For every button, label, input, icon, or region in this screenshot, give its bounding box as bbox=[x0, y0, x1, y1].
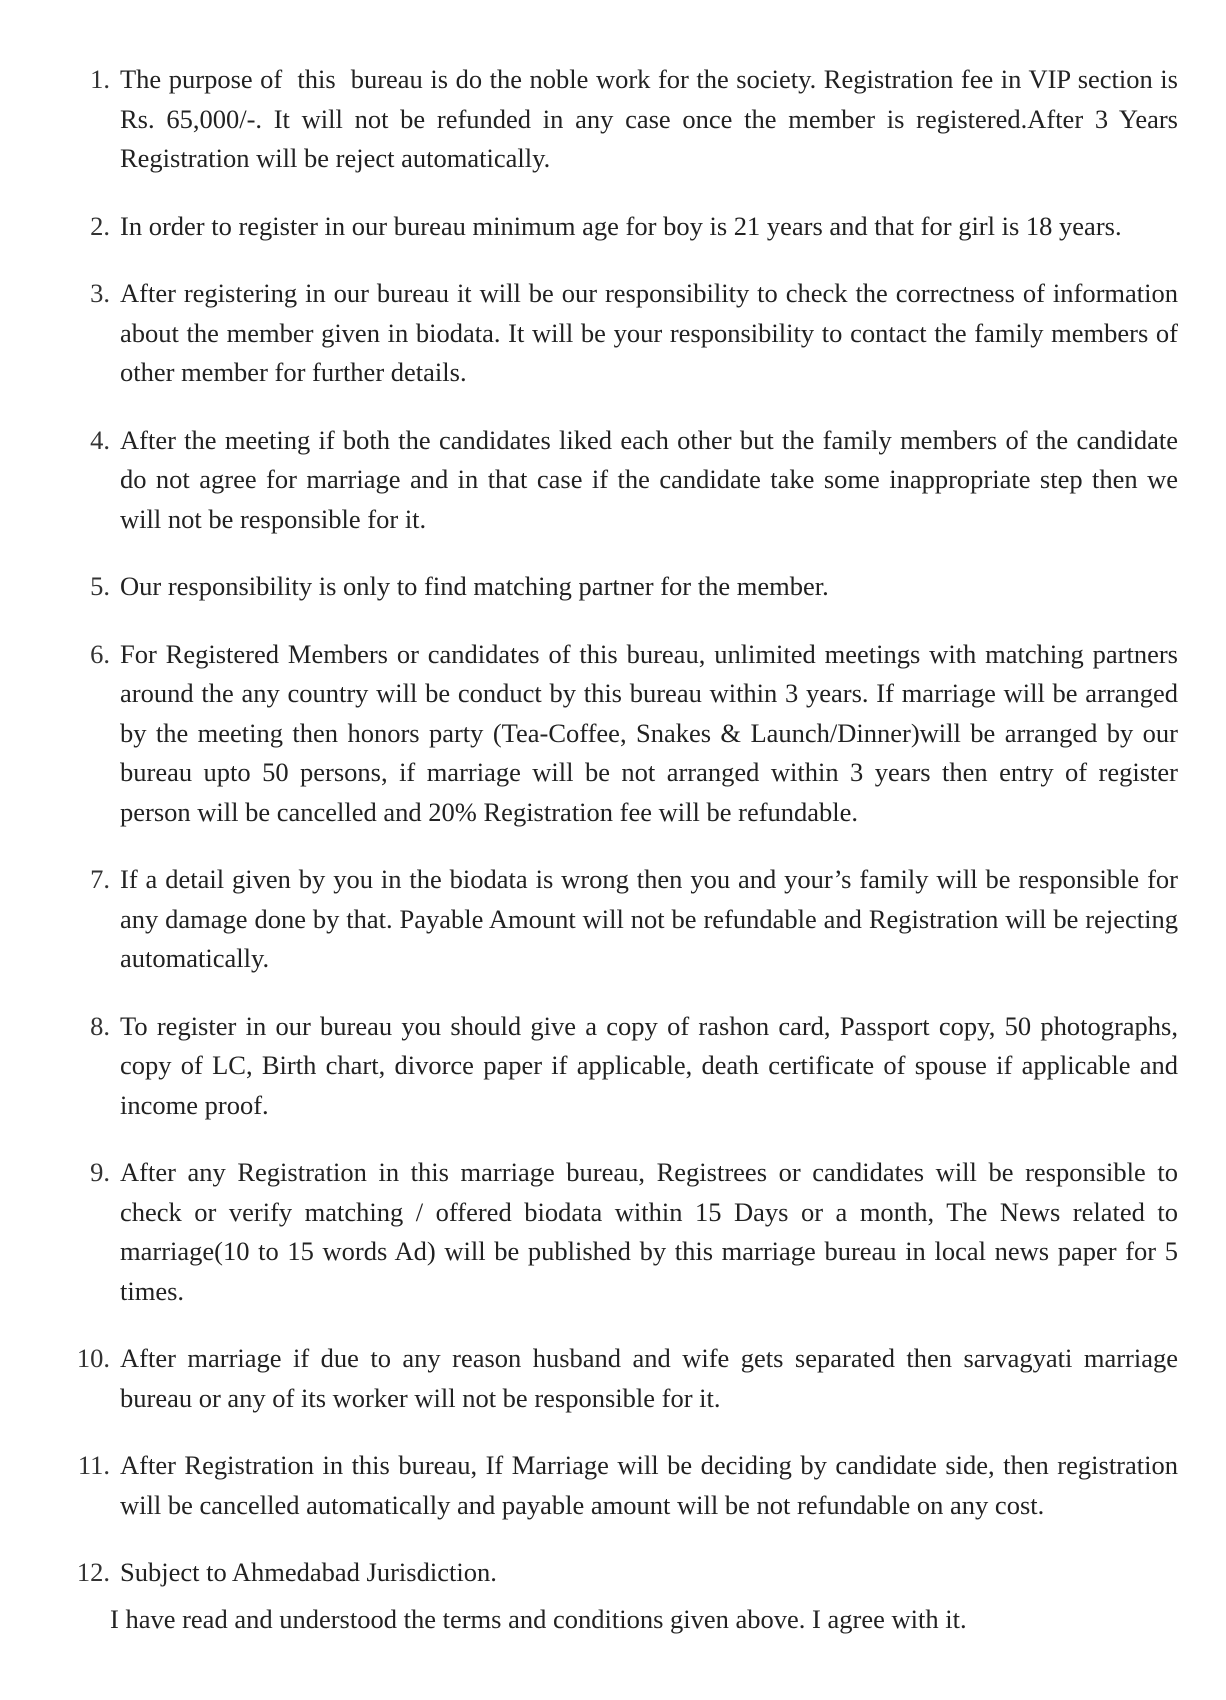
term-number: 4. bbox=[90, 424, 110, 455]
term-number: 1. bbox=[90, 64, 110, 94]
term-item bbox=[62, 207, 1178, 247]
term-number: 8. bbox=[90, 1010, 110, 1041]
term-text: The purpose of this bureau is do the noble work for the society. Registration fee in VIP section is Rs. 65,000/-. It will not be refunded in any case once the member is registered.After 3 Years Registration will be reject automatically. bbox=[120, 64, 1185, 173]
term-item bbox=[62, 567, 1178, 607]
term-text: After the meeting if both the candidates liked each other but the family members of the candidate do not agree for marriage and in that case if the candidate take some inappropriate step then we will not be responsible for it. bbox=[120, 424, 1185, 534]
term-item bbox=[62, 274, 1185, 393]
term-text: After marriage if due to any reason husband and wife gets separated then sarvagyati marriage bureau or any of its worker will not be responsible for it. bbox=[120, 1343, 1185, 1413]
term-item bbox=[62, 860, 1185, 979]
term-item bbox=[62, 1446, 1185, 1525]
term-number: 7. bbox=[90, 864, 110, 894]
term-text: If a detail given by you in the biodata is wrong then you and your’s family will be responsible for any damage done by that. Payable Amount will not be refundable and Registration will be rejecting automatically. bbox=[120, 864, 1185, 973]
term-number: 5. bbox=[90, 571, 110, 601]
agreement-statement: I have read and understood the terms and conditions given above. I agree with it. bbox=[110, 1604, 967, 1634]
term-item bbox=[62, 421, 1185, 540]
term-number: 9. bbox=[90, 1157, 110, 1187]
term-text: After any Registration in this marriage bureau, Registrees or candidates will be responsible to check or verify matching / offered biodata within 15 Days or a month, The News related to marriage(10 to 15 words Ad) will be published by this marriage bureau in local news paper for 5 times. bbox=[120, 1157, 1185, 1306]
term-item bbox=[62, 1153, 1185, 1311]
term-text: In order to register in our bureau minimum age for boy is 21 years and that for girl is 18 years. bbox=[120, 210, 1122, 241]
term-item bbox=[62, 60, 1185, 179]
term-item bbox=[62, 1553, 1178, 1593]
terms-list bbox=[62, 60, 1185, 1621]
term-text: For Registered Members or candidates of this bureau, unlimited meetings with matching partners around the any country will be conduct by this bureau within 3 years. If marriage will be arranged by the meeting then honors party (Tea-Coffee, Snakes & Launch/Dinner)will be arranged by our bureau upto 50 persons, if marriage will be not arranged within 3 years then entry of register person will be cancelled and 20% Registration fee will be refundable. bbox=[120, 638, 1185, 827]
term-item bbox=[62, 1339, 1185, 1418]
term-text: To register in our bureau you should give a copy of rashon card, Passport copy, 50 photographs, copy of LC, Birth chart, divorce paper if applicable, death certificate of spouse if applicable and income proof. bbox=[120, 1010, 1185, 1120]
term-number: 10. bbox=[76, 1343, 110, 1373]
term-item bbox=[62, 1007, 1185, 1126]
term-text: After Registration in this bureau, If Marriage will be deciding by candidate side, then registration will be cancelled automatically and payable amount will be not refundable on any cost. bbox=[120, 1450, 1185, 1520]
term-text: Our responsibility is only to find matching partner for the member. bbox=[120, 571, 829, 601]
term-item bbox=[62, 635, 1185, 833]
term-text: Subject to Ahmedabad Jurisdiction. bbox=[120, 1557, 497, 1587]
term-number: 11. bbox=[77, 1450, 110, 1480]
term-number: 2. bbox=[90, 210, 110, 241]
term-number: 12. bbox=[76, 1557, 110, 1587]
term-text: After registering in our bureau it will be our responsibility to check the correctness of information about the member given in biodata. It will be your responsibility to contact the family members of other member for further details. bbox=[120, 278, 1185, 387]
term-number: 6. bbox=[90, 638, 110, 669]
term-number: 3. bbox=[90, 278, 110, 308]
